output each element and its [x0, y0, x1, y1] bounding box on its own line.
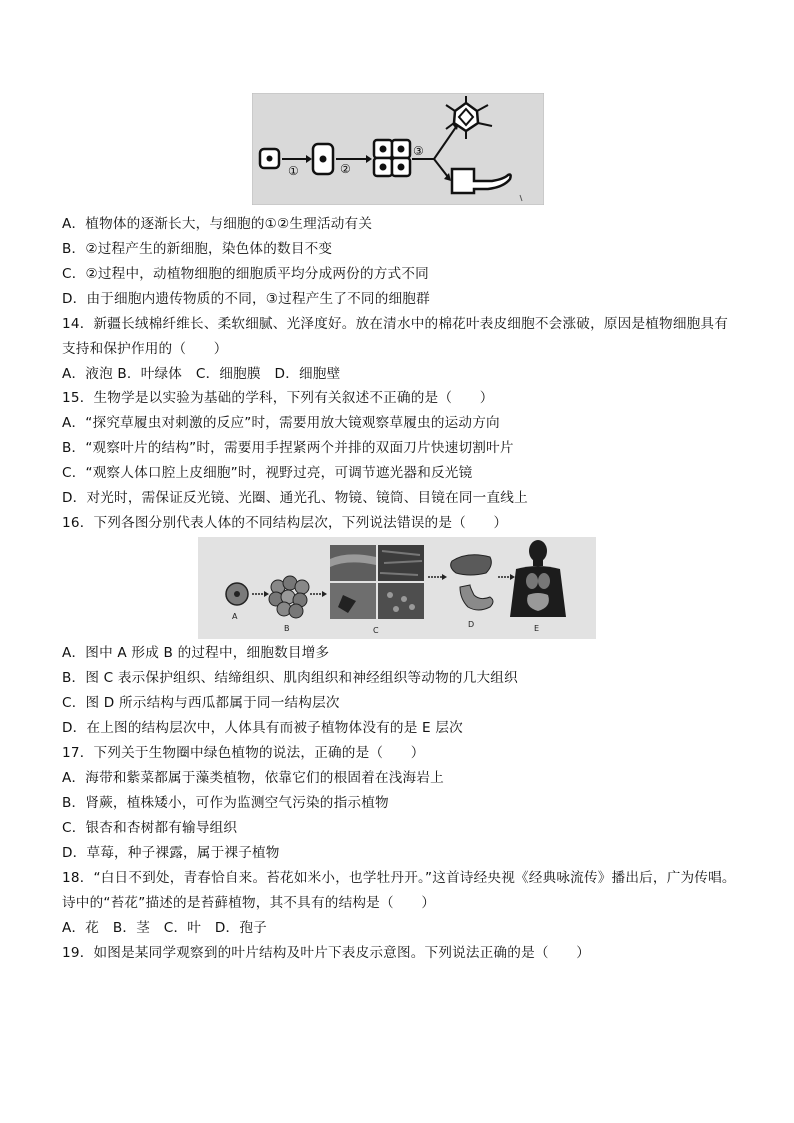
label-a: A: [232, 612, 238, 621]
q15-option-c: C．“观察人体口腔上皮细胞”时，视野过亮，可调节遮光器和反光镜: [62, 465, 473, 481]
cell-division-figure: [252, 93, 544, 205]
q17-option-a: A．海带和紫菜都属于藻类植物，依靠它们的根固着在浅海岩上: [62, 770, 444, 786]
q13-option-b: B．②过程产生的新细胞，染色体的数目不变: [62, 241, 333, 257]
q16-option-b: B．图 C 表示保护组织、结缔组织、肌肉组织和神经组织等动物的几大组织: [62, 670, 518, 686]
q15-option-b: B．“观察叶片的结构”时，需要用手捏紧两个并排的双面刀片快速切割叶片: [62, 440, 514, 456]
q15-stem: 15．生物学是以实验为基础的学科，下列有关叙述不正确的是（ ）: [62, 390, 494, 406]
q19-stem: 19．如图是某同学观察到的叶片结构及叶片下表皮示意图。下列说法正确的是（ ）: [62, 945, 591, 961]
label-e: E: [534, 624, 540, 633]
q16-option-a: A．图中 A 形成 B 的过程中，细胞数目增多: [62, 645, 330, 661]
q15-option-a: A．“探究草履虫对刺激的反应”时，需要用放大镜观察草履虫的运动方向: [62, 415, 500, 431]
step-1-label: ①: [288, 164, 299, 178]
label-c: C: [373, 626, 379, 635]
q18-stem-line2: 诗中的“苔花”描述的是苔藓植物，其不具有的结构是（ ）: [62, 895, 436, 911]
step-2-label: ②: [340, 162, 351, 176]
q15-option-d: D．对光时，需保证反光镜、光圈、通光孔、物镜、镜筒、目镜在同一直线上: [62, 490, 528, 506]
q17-option-b: B．肾蕨，植株矮小，可作为监测空气污染的指示植物: [62, 795, 389, 811]
single-cell: [260, 149, 279, 168]
q14-stem-line1: 14．新疆长绒棉纤维长、柔软细腻、光泽度好。放在清水中的棉花叶表皮细胞不会涨破，原因是植物细胞具有: [62, 316, 728, 332]
q17-stem: 17．下列关于生物圈中绿色植物的说法，正确的是（ ）: [62, 745, 425, 761]
q16-option-c: C．图 D 所示结构与西瓜都属于同一结构层次: [62, 695, 340, 711]
q16-option-d: D．在上图的结构层次中，人体具有而被子植物体没有的是 E 层次: [62, 720, 463, 736]
q14-options: A．液泡 B．叶绿体 C．细胞膜 D．细胞壁: [62, 366, 341, 382]
q16-stem: 16．下列各图分别代表人体的不同结构层次，下列说法错误的是（ ）: [62, 515, 508, 531]
q17-option-d: D．草莓，种子裸露，属于裸子植物: [62, 845, 280, 861]
four-cells: [374, 140, 410, 176]
q13-option-a: A．植物体的逐渐长大，与细胞的①②生理活动有关: [62, 216, 373, 232]
q18-stem-line1: 18．“白日不到处，青春恰自来。苔花如米小，也学牡丹开。”这首诗经央视《经典咏流传》播出后，广为传唱。: [62, 870, 736, 886]
grown-cell: [313, 144, 333, 174]
q13-option-c: C．②过程中，动植物细胞的细胞质平均分成两份的方式不同: [62, 266, 429, 282]
q17-option-c: C．银杏和杏树都有输导组织: [62, 820, 238, 836]
q13-option-d: D．由于细胞内遗传物质的不同，③过程产生了不同的细胞群: [62, 291, 430, 307]
label-b: B: [284, 624, 290, 633]
q14-stem-line2: 支持和保护作用的（ ）: [62, 341, 228, 357]
q18-options: A．花 B．茎 C．叶 D．孢子: [62, 920, 267, 936]
step-3-label: ③: [413, 144, 424, 158]
body-structure-levels-figure: [198, 537, 596, 639]
label-d: D: [468, 620, 475, 629]
